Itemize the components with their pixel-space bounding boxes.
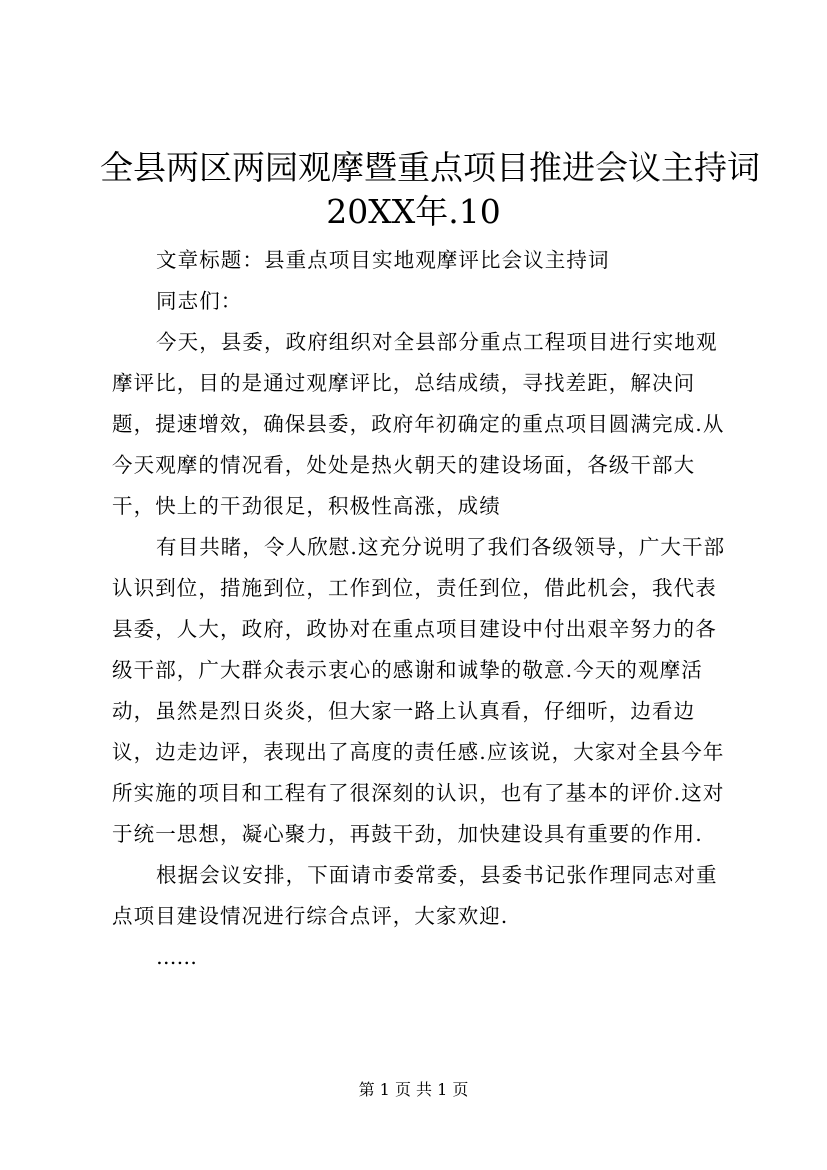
article-subtitle: 文章标题：县重点项目实地观摩评比会议主持词: [156, 248, 610, 272]
paragraph: 有目共睹，令人欣慰.这充分说明了我们各级领导，广大干部认识到位，措施到位，工作到位，责任到位，借此机会，我代表县委，人大，政府，政协对在重点项目建设中付出艰辛努力的各级干部，广大群众表示衷心的感谢和诚挚的敬意.今天的观摩活动，虽然是烈日炎炎，但大家一路上认真看，仔细听，边看边议，边走边评，表现出了高度的责任感.应该说，大家对全县今年所实施的项目和工程有了很深刻的认识，也有了基本的评价.这对于统一思想，凝心聚力，再鼓干劲，加快建设具有重要的作用.: [112, 535, 726, 846]
document-title: 全县两区两园观摩暨重点项目推进会议主持词: [100, 148, 760, 187]
paragraph: 今天，县委，政府组织对全县部分重点工程项目进行实地观摩评比，目的是通过观摩评比，总结成绩，寻找差距，解决问题，提速增效，确保县委，政府年初确定的重点项目圆满完成.从今天观摩的情况看，处处是热火朝天的建设场面，各级干部大干，快上的干劲很足，积极性高涨，成绩: [112, 330, 725, 518]
page-number: 第 1 页 共 1 页: [358, 1080, 469, 1099]
ellipsis: ……: [156, 945, 197, 969]
document-body: [112, 240, 730, 978]
salutation: 同志们：: [156, 289, 243, 313]
document-title-date: 20XX年.10: [326, 192, 501, 231]
paragraph: 根据会议安排，下面请市委常委，县委书记张作理同志对重点项目建设情况进行综合点评，大家欢迎.: [112, 863, 718, 928]
